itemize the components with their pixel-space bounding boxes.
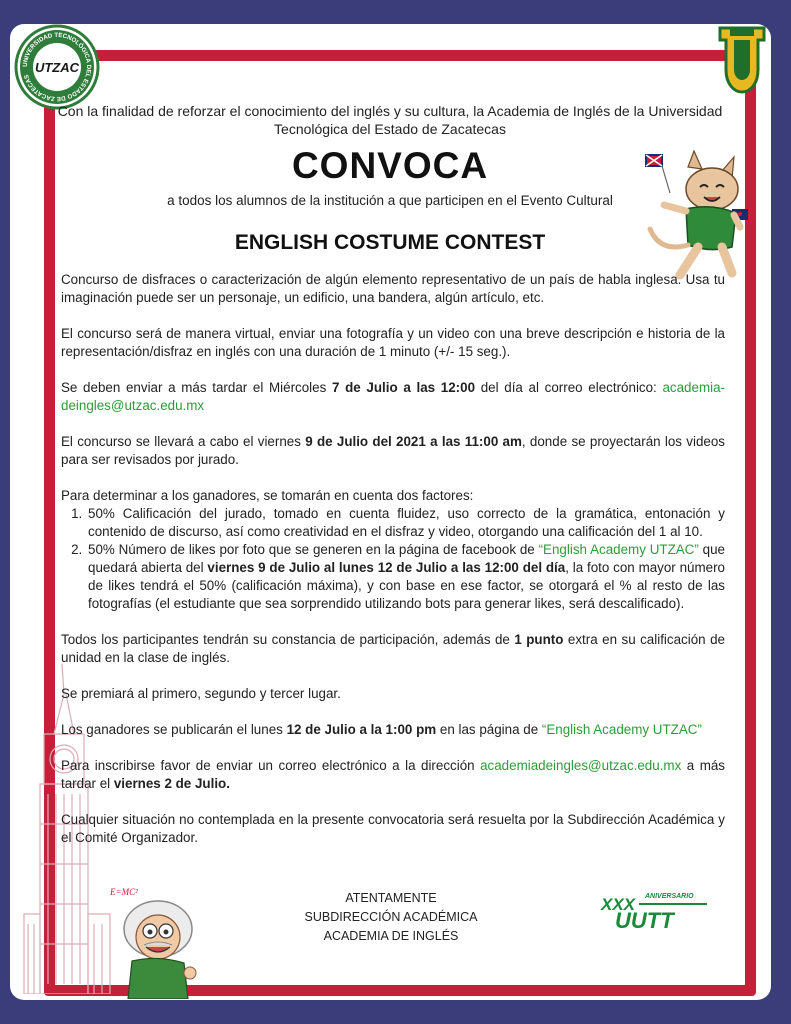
winners-facebook-page[interactable]: “English Academy UTZAC” [541,722,702,737]
extra-point: 1 punto [514,632,564,647]
factors-list [61,505,725,613]
rules-paragraph-registration [61,757,725,793]
deadline-intro: Se deben enviar a más tardar el Miércoles [61,380,332,395]
facebook-page-name[interactable]: “English Academy UTZAC” [538,542,699,557]
anniversary-word: ANIVERSARIO [645,893,694,900]
contest-title: ENGLISH COSTUME CONTEST [234,231,546,254]
registration-mid: a más tardar el [61,758,725,791]
participation-detail: extra en su calificación de unidad en la clase de inglés. [61,632,725,665]
rules-paragraph-costume: Concurso de disfraces o caracterización de algún elemento representativo de un país de habla inglesa. Usa tu imaginación puede ser un personaje, un edificio, una bandera, algún artículo, etc. [61,272,725,305]
contest-rules [61,271,725,865]
factor-likes [86,541,725,613]
winners-date: 12 de Julio a la 1:00 pm [286,722,437,737]
rules-paragraph-participation [61,631,725,667]
registration-email-link[interactable]: academiadeingles@utzac.edu.mx [480,758,682,773]
rules-paragraph-deadline [61,379,725,415]
invitation-text: a todos los alumnos de la institución a que participen en el Evento Cultural [167,193,613,208]
event-intro: El concurso se llevará a cabo el viernes [61,434,306,449]
event-detail: , donde se proyectarán los videos para ser revisados por jurado. [61,434,725,467]
likes-intro: 50% Número de likes por foto que se generen en la página de facebook de [88,542,539,557]
participation-intro: Todos los participantes tendrán su constancia de participación, además de [61,632,515,647]
factor-jury: 1. 50% Calificación del jurado, tomado en cuenta fluidez, uso correcto de la gramática, entonación y contenido de discurso, así como creatividad en el disfraz y video, otorgando una calificación del 1 al 10. [86,505,725,541]
likes-detail: , la foto con mayor número de likes tendrá el 50% (calificación máxima), y con base en ese factor, se otorgará el % al resto de las fotografías (el estudiante que sea sorprendido utilizando bots para generar likes, será descalificado). [88,560,725,611]
poster-content [56,24,724,984]
deadline-email-link[interactable]: academia-deingles@utzac.edu.mx [61,380,725,413]
winners-intro: Los ganadores se publicarán el lunes [61,722,287,737]
intro-text: Con la finalidad de reforzar el conocimiento del inglés y su cultura, la Academia de Inglés de la Universidad Tecnológica del Estado de Zacatecas [57,103,723,137]
signature-line-2: SUBDIRECCIÓN ACADÉMICA [304,910,478,924]
poster-page [10,24,771,1000]
likes-mid: que quedará abierta del [88,542,725,575]
anniversary-mark: UUTT [615,908,674,932]
anniversary-number: XXX [601,895,636,914]
deadline-mid: del día al correo electrónico: [475,380,663,395]
convoca-heading: CONVOCA [291,145,489,186]
rules-paragraph-event-date [61,433,725,469]
event-date: 9 de Julio del 2021 a las 11:00 am [305,434,522,449]
registration-deadline: viernes 2 de Julio. [113,776,230,791]
rules-paragraph-virtual: El concurso será de manera virtual, enviar una fotografía y un video con una breve descripción e historia de la representación/disfraz en inglés con una duración de 1 minuto (+/- 15 seg.). [61,326,725,359]
signature-line-3: ACADEMIA DE INGLÉS [323,929,459,943]
registration-intro: Para inscribirse favor de enviar un correo electrónico a la dirección [61,758,481,773]
utzac-mark: UTZAC [34,60,80,75]
signature-block [246,889,536,946]
signature-line-1: ATENTAMENTE [345,891,437,905]
deadline-date: 7 de Julio a las 12:00 [331,380,476,395]
rules-paragraph-winners [61,721,725,739]
rules-paragraph-factors: Para determinar a los ganadores, se tomarán en cuenta dos factores: [61,488,474,503]
rules-paragraph-other: Cualquier situación no contemplada en la presente convocatoria será resuelta por la Subdirección Académica y el Comité Organizador. [61,812,725,845]
rules-paragraph-prizes: Se premiará al primero, segundo y tercer lugar. [61,686,341,701]
likes-dates: viernes 9 de Julio al lunes 12 de Julio a las 12:00 del día [207,560,566,575]
winners-mid: en las página de [436,722,542,737]
utzac-ring-text: UNIVERSIDAD TECNOLÓGICA DEL ESTADO DE ZACATECAS [21,31,93,103]
einstein-formula: E=MC² [110,887,138,897]
